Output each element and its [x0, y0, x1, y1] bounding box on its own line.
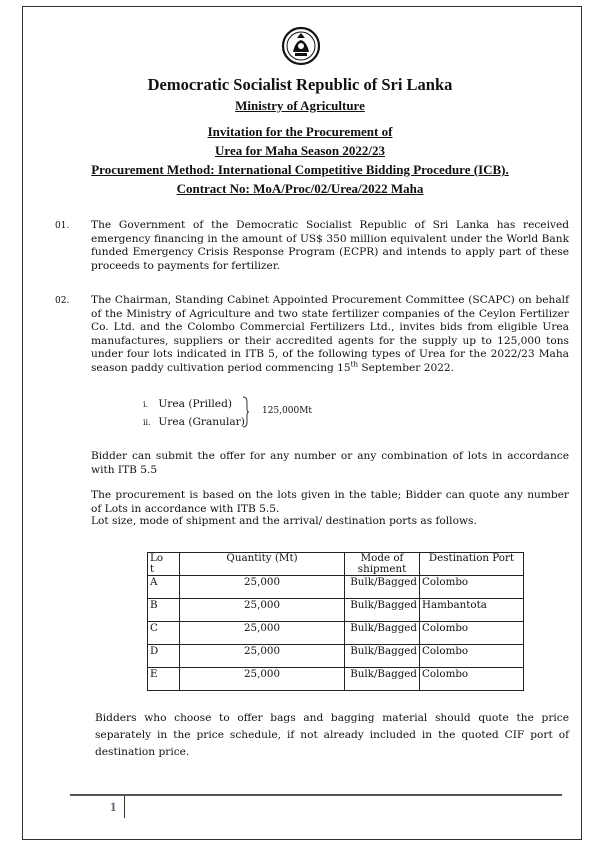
destination-cell: Hambantota — [420, 599, 524, 622]
quantity-cell: 25,000 — [180, 599, 345, 622]
header-quantity: Quantity (Mt) — [180, 553, 345, 576]
page-number: 1 — [110, 799, 117, 814]
paragraph-5: Bidders who choose to offer bags and bagging material should quote the price separately in the price schedule, if not already included in the quoted CIF port of destination price. — [95, 712, 569, 758]
mode-cell: Bulk/Bagged — [345, 576, 420, 599]
footer-rule — [70, 794, 562, 796]
header-destination: Destination Port — [420, 553, 524, 576]
header-mode: Mode of shipment — [345, 553, 420, 576]
lots-table — [147, 552, 524, 691]
destination-cell: Colombo — [420, 622, 524, 645]
lot-cell: B — [148, 599, 180, 622]
table-row — [148, 645, 524, 668]
quantity-cell: 25,000 — [180, 668, 345, 691]
quantity-cell: 25,000 — [180, 645, 345, 668]
mode-cell: Bulk/Bagged — [345, 599, 420, 622]
sri-lanka-emblem-icon — [281, 26, 321, 66]
mode-cell: Bulk/Bagged — [345, 668, 420, 691]
footer-divider — [124, 796, 125, 818]
lot-cell: E — [148, 668, 180, 691]
urea-total-quantity: 125,000Mt — [262, 406, 313, 416]
paragraph-1: The Government of the Democratic Socialist Republic of Sri Lanka has received emergency financing in the amount of US$ 350 million equivalent under the World Bank funded Emergency Crisis Response Program (ECPR) and intends to apply part of these proceeds to payments for fertilizer. — [91, 219, 569, 272]
lot-cell: A — [148, 576, 180, 599]
contract-number: Contract No: MoA/Proc/02/Urea/2022 Maha — [176, 181, 424, 196]
brace-icon — [242, 396, 250, 428]
urea-type-granular: ii. Urea (Granular) — [143, 416, 245, 428]
paragraph-number-1: 01. — [55, 221, 70, 231]
country-title: Democratic Socialist Republic of Sri Lanka — [147, 75, 453, 94]
paragraph-3: Bidder can submit the offer for any number or any combination of lots in accordance with ITB 5.5 — [91, 450, 569, 476]
procurement-method: Procurement Method: International Competitive Bidding Procedure (ICB). — [91, 162, 509, 177]
destination-cell: Colombo — [420, 668, 524, 691]
lots-table-header — [148, 553, 524, 576]
paragraph-2: The Chairman, Standing Cabinet Appointed Procurement Committee (SCAPC) on behalf of the Ministry of Agriculture and two state fertilizer companies of the Ceylon Fertilizer Co. Ltd. and the Colombo Commercial Fertilizers Ltd., invites bids from eligible Urea manufactures, suppliers or their accredited agents for the supply up to 125,000 tons under four lots indicated in ITB 5, of the following types of Urea for the 2022/23 Maha season paddy cultivation period commencing 15th September 2022. — [91, 294, 569, 374]
mode-cell: Bulk/Bagged — [345, 622, 420, 645]
mode-cell: Bulk/Bagged — [345, 645, 420, 668]
urea-type-prilled: i. Urea (Prilled) — [143, 398, 232, 410]
table-row — [148, 576, 524, 599]
table-row — [148, 599, 524, 622]
title-line-1: Invitation for the Procurement of — [207, 124, 393, 139]
lot-cell: D — [148, 645, 180, 668]
title-line-2: Urea for Maha Season 2022/23 — [215, 143, 385, 158]
quantity-cell: 25,000 — [180, 622, 345, 645]
quantity-cell: 25,000 — [180, 576, 345, 599]
lot-cell: C — [148, 622, 180, 645]
destination-cell: Colombo — [420, 645, 524, 668]
ministry-title: Ministry of Agriculture — [235, 98, 365, 113]
header-lot: Lo t — [148, 553, 180, 576]
paragraph-4-lot-details: Lot size, mode of shipment and the arrival/ destination ports as follows. — [91, 515, 477, 527]
paragraph-number-2: 02. — [55, 296, 70, 306]
destination-cell: Colombo — [420, 576, 524, 599]
paragraph-4: The procurement is based on the lots given in the table; Bidder can quote any number of Lots in accordance with ITB 5.5. — [91, 489, 569, 515]
table-row — [148, 668, 524, 691]
table-row — [148, 622, 524, 645]
